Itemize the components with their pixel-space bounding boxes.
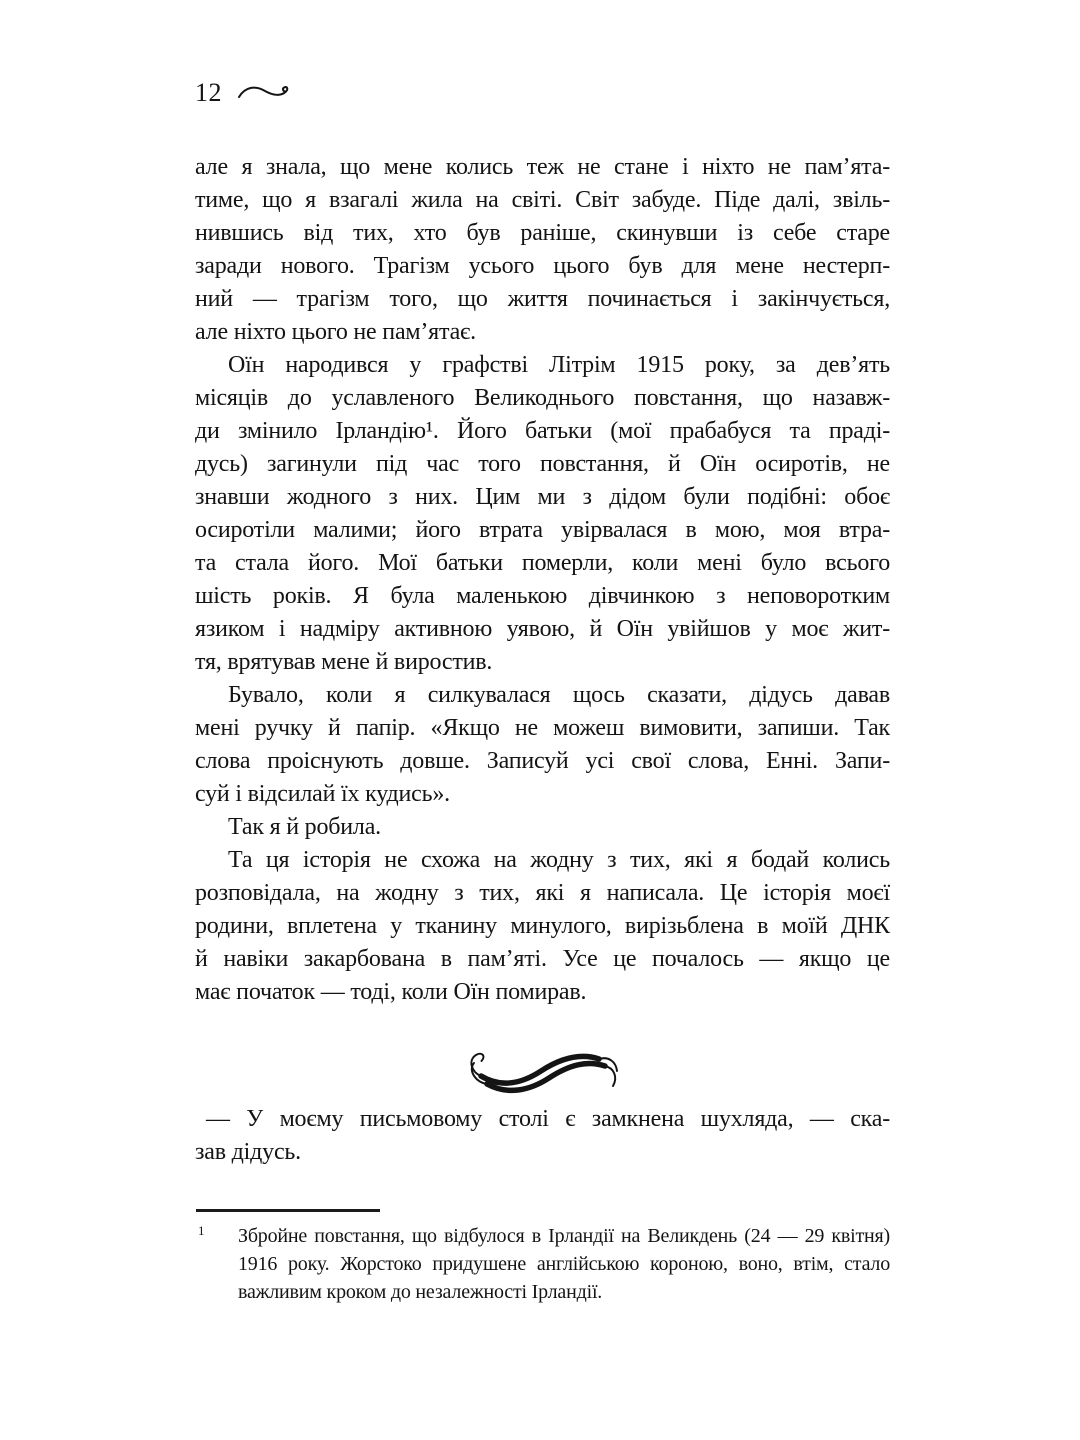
text-line: та стала його. Мої батьки померли, коли мені було всього (195, 550, 890, 576)
body-text (195, 151, 890, 1009)
text-line: осиротіли малими; його втрата увірвалася в мою, моя втра- (195, 517, 890, 543)
text-line: Та ця історія не схожа на жодну з тих, які я бодай колись (228, 847, 890, 873)
paragraph (195, 844, 890, 1009)
text-line: розповідала, на жодну з тих, які я написала. Це історія моєї (195, 880, 890, 906)
text-line: Так я й робила. (228, 814, 381, 840)
text-line: — У моєму письмовому столі є замкнена шухляда, — ска- (206, 1106, 890, 1132)
text-line: заради нового. Трагізм усього цього був для мене нестерп- (195, 253, 890, 279)
text-line: Бувало, коли я силкувалася щось сказати, дідусь давав (228, 682, 890, 708)
footnote (195, 1222, 890, 1306)
text-line: дусь) загинули під час того повстання, й Оїн осиротів, не (195, 451, 890, 477)
text-line: родини, вплетена у тканину минулого, вирізьблена в моїй ДНК (195, 913, 890, 939)
text-line: мені ручку й папір. «Якщо не можеш вимовити, запиши. Так (195, 715, 890, 741)
text-line: знавши жодного з них. Цим ми з дідом були подібні: обоє (195, 484, 890, 510)
footnote-marker: 1 (198, 1223, 205, 1238)
text-line: Оїн народився у графстві Літрім 1915 року, за дев’ять (228, 352, 890, 378)
text-line: тя, врятував мене й виростив. (195, 649, 493, 675)
text-line: язиком і надміру активною уявою, й Оїн увійшов у моє жит- (195, 616, 890, 642)
section-divider (195, 1033, 890, 1099)
footnote-rule (196, 1209, 380, 1212)
tilde-flourish-icon (235, 81, 295, 105)
footnote-line: Збройне повстання, що відбулося в Ірландії на Великдень (24 — 29 квітня) (238, 1225, 890, 1247)
footnote-text (238, 1222, 890, 1306)
page-header (195, 80, 295, 106)
text-line: нившись від тих, хто був раніше, скинувши із себе старе (195, 220, 890, 246)
paragraph (195, 151, 890, 349)
calligraphic-swash-icon (463, 1036, 623, 1096)
text-line: місяців до уславленого Великоднього повстання, що назавж- (195, 385, 890, 411)
paragraph (195, 349, 890, 679)
paragraph (195, 1103, 890, 1169)
footnote-line: 1916 року. Жорстоко придушене англійською короною, воно, втім, стало (238, 1253, 890, 1275)
text-line: тиме, що я взагалі жила на світі. Світ забуде. Піде далі, звіль- (195, 187, 890, 213)
paragraph (195, 811, 890, 844)
text-line: зав дідусь. (195, 1139, 301, 1165)
text-line: але ніхто цього не пам’ятає. (195, 319, 476, 345)
page-number: 12 (195, 78, 222, 107)
dialogue-text (195, 1103, 890, 1169)
text-line: ди змінило Ірландію¹. Його батьки (мої прабабуся та праді- (195, 418, 890, 444)
text-line: й навіки закарбована в пам’яті. Усе це почалось — якщо це (195, 946, 890, 972)
paragraph (195, 679, 890, 811)
text-line: ний — трагізм того, що життя починається і закінчується, (195, 286, 890, 312)
text-line: але я знала, що мене колись теж не стане і ніхто не пам’ята- (195, 154, 890, 180)
text-line: має початок — тоді, коли Оїн помирав. (195, 979, 587, 1005)
text-line: шість років. Я була маленькою дівчинкою з неповоротким (195, 583, 890, 609)
text-line: слова проіснують довше. Записуй усі свої слова, Енні. Запи- (195, 748, 890, 774)
text-line: суй і відсилай їх кудись». (195, 781, 450, 807)
footnote-line: важливим кроком до незалежності Ірландії. (238, 1281, 603, 1303)
